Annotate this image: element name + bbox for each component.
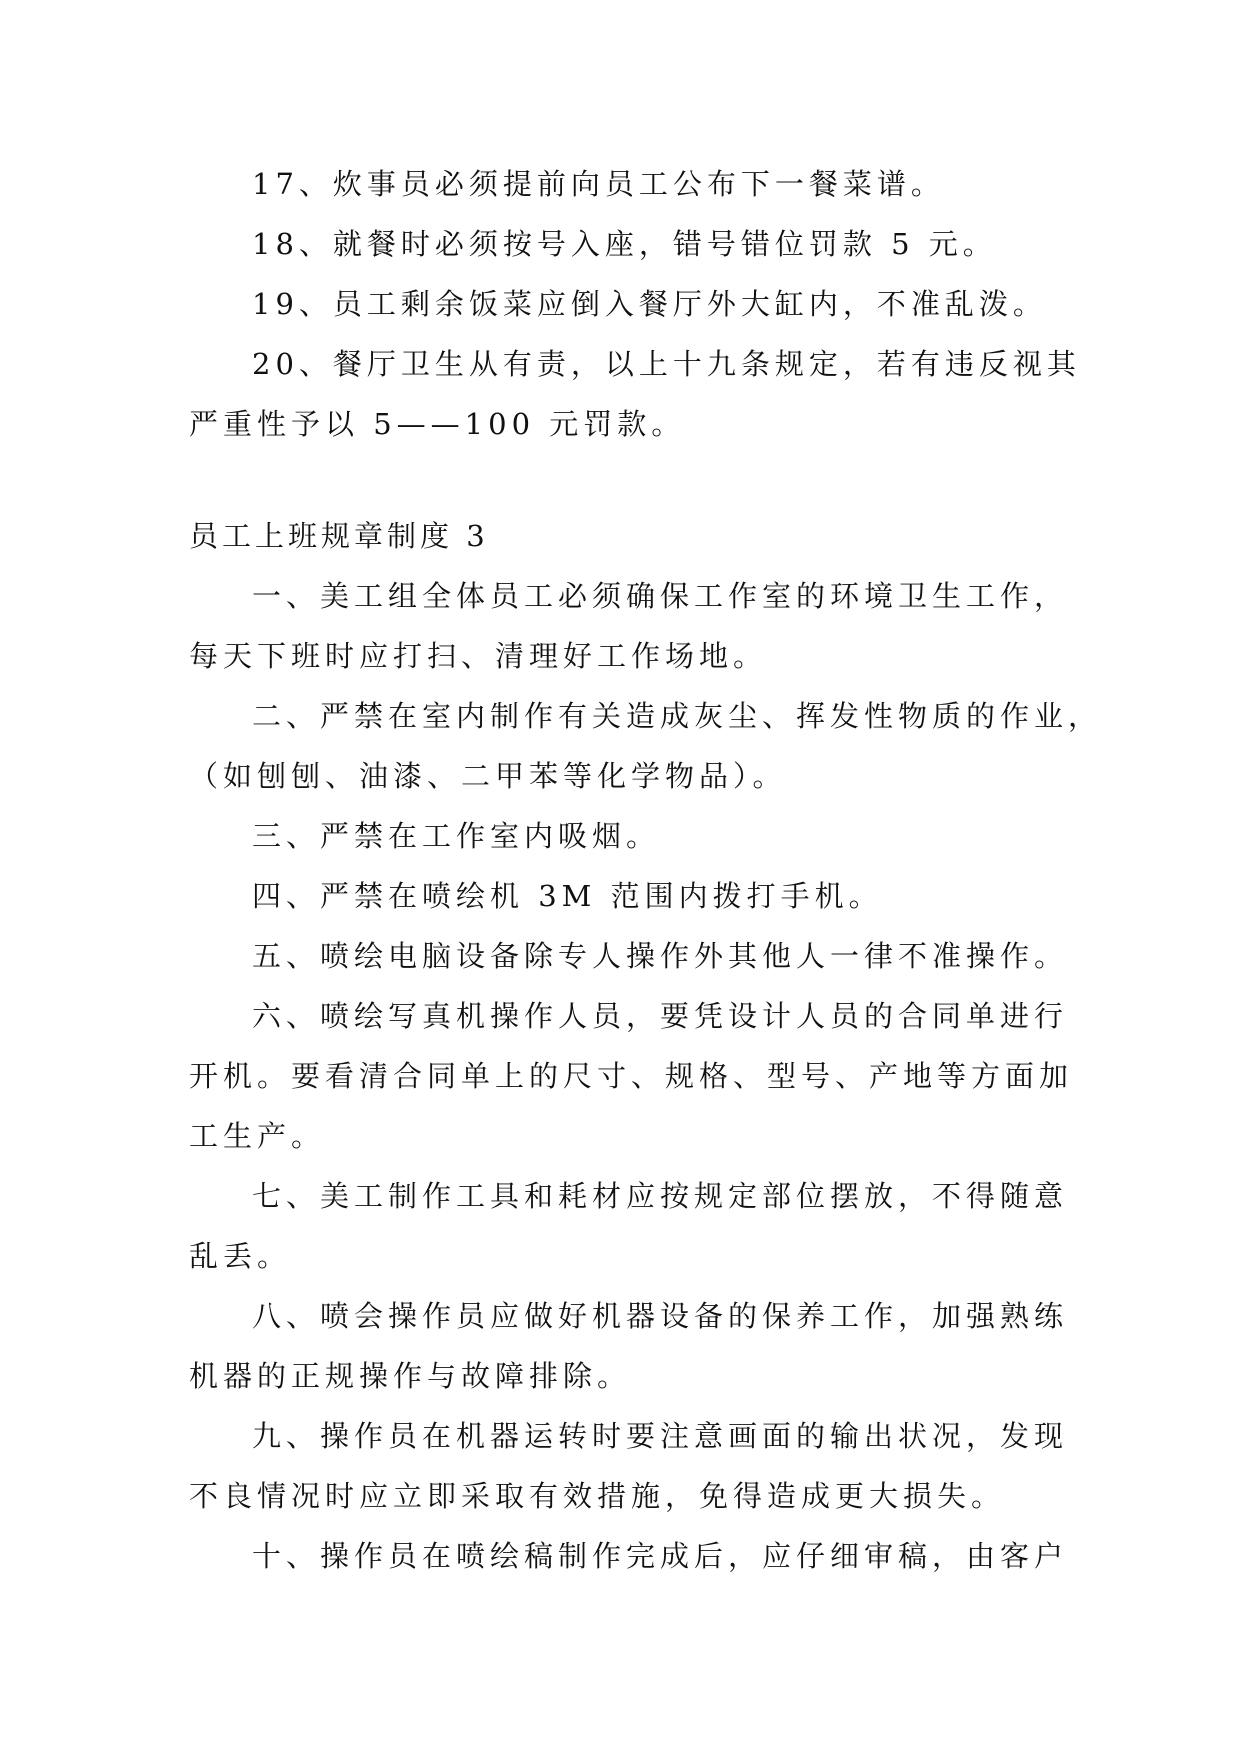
item-8-continued: 机器的正规操作与故障排除。 xyxy=(189,1359,632,1393)
item-1-continued: 每天下班时应打扫、清理好工作场地。 xyxy=(189,639,768,673)
item-6-end: 工生产。 xyxy=(189,1119,326,1153)
item-7: 七、美工制作工具和耗材应按规定部位摆放，不得随意 xyxy=(252,1179,1069,1213)
item-4: 四、严禁在喷绘机 3M 范围内拨打手机。 xyxy=(252,879,883,913)
rule-19: 19、员工剩余饭菜应倒入餐厅外大缸内，不准乱泼。 xyxy=(252,287,1047,321)
item-2: 二、严禁在室内制作有关造成灰尘、挥发性物质的作业， xyxy=(252,699,1103,733)
item-5: 五、喷绘电脑设备除专人操作外其他人一律不准操作。 xyxy=(252,939,1069,973)
item-7-continued: 乱丢。 xyxy=(189,1239,292,1273)
item-3: 三、严禁在工作室内吸烟。 xyxy=(252,819,661,853)
item-6-continued: 开机。要看清合同单上的尺寸、规格、型号、产地等方面加 xyxy=(189,1059,1074,1093)
item-6: 六、喷绘写真机操作人员，要凭设计人员的合同单进行 xyxy=(252,999,1069,1033)
rule-17: 17、炊事员必须提前向员工公布下一餐菜谱。 xyxy=(252,167,945,201)
rule-20-continued: 严重性予以 5——100 元罚款。 xyxy=(189,407,686,441)
item-1: 一、美工组全体员工必须确保工作室的环境卫生工作， xyxy=(252,579,1069,613)
item-9: 九、操作员在机器运转时要注意画面的输出状况，发现 xyxy=(252,1419,1069,1453)
item-8: 八、喷会操作员应做好机器设备的保养工作，加强熟练 xyxy=(252,1299,1069,1333)
item-2-continued: （如刨刨、油漆、二甲苯等化学物品）。 xyxy=(189,759,787,793)
rule-18: 18、就餐时必须按号入座，错号错位罚款 5 元。 xyxy=(252,227,997,261)
item-9-continued: 不良情况时应立即采取有效措施，免得造成更大损失。 xyxy=(189,1479,1006,1513)
section-heading: 员工上班规章制度 3 xyxy=(189,519,489,553)
rule-20: 20、餐厅卫生从有责，以上十九条规定，若有违反视其 xyxy=(252,347,1081,381)
item-10: 十、操作员在喷绘稿制作完成后，应仔细审稿，由客户 xyxy=(252,1539,1069,1573)
